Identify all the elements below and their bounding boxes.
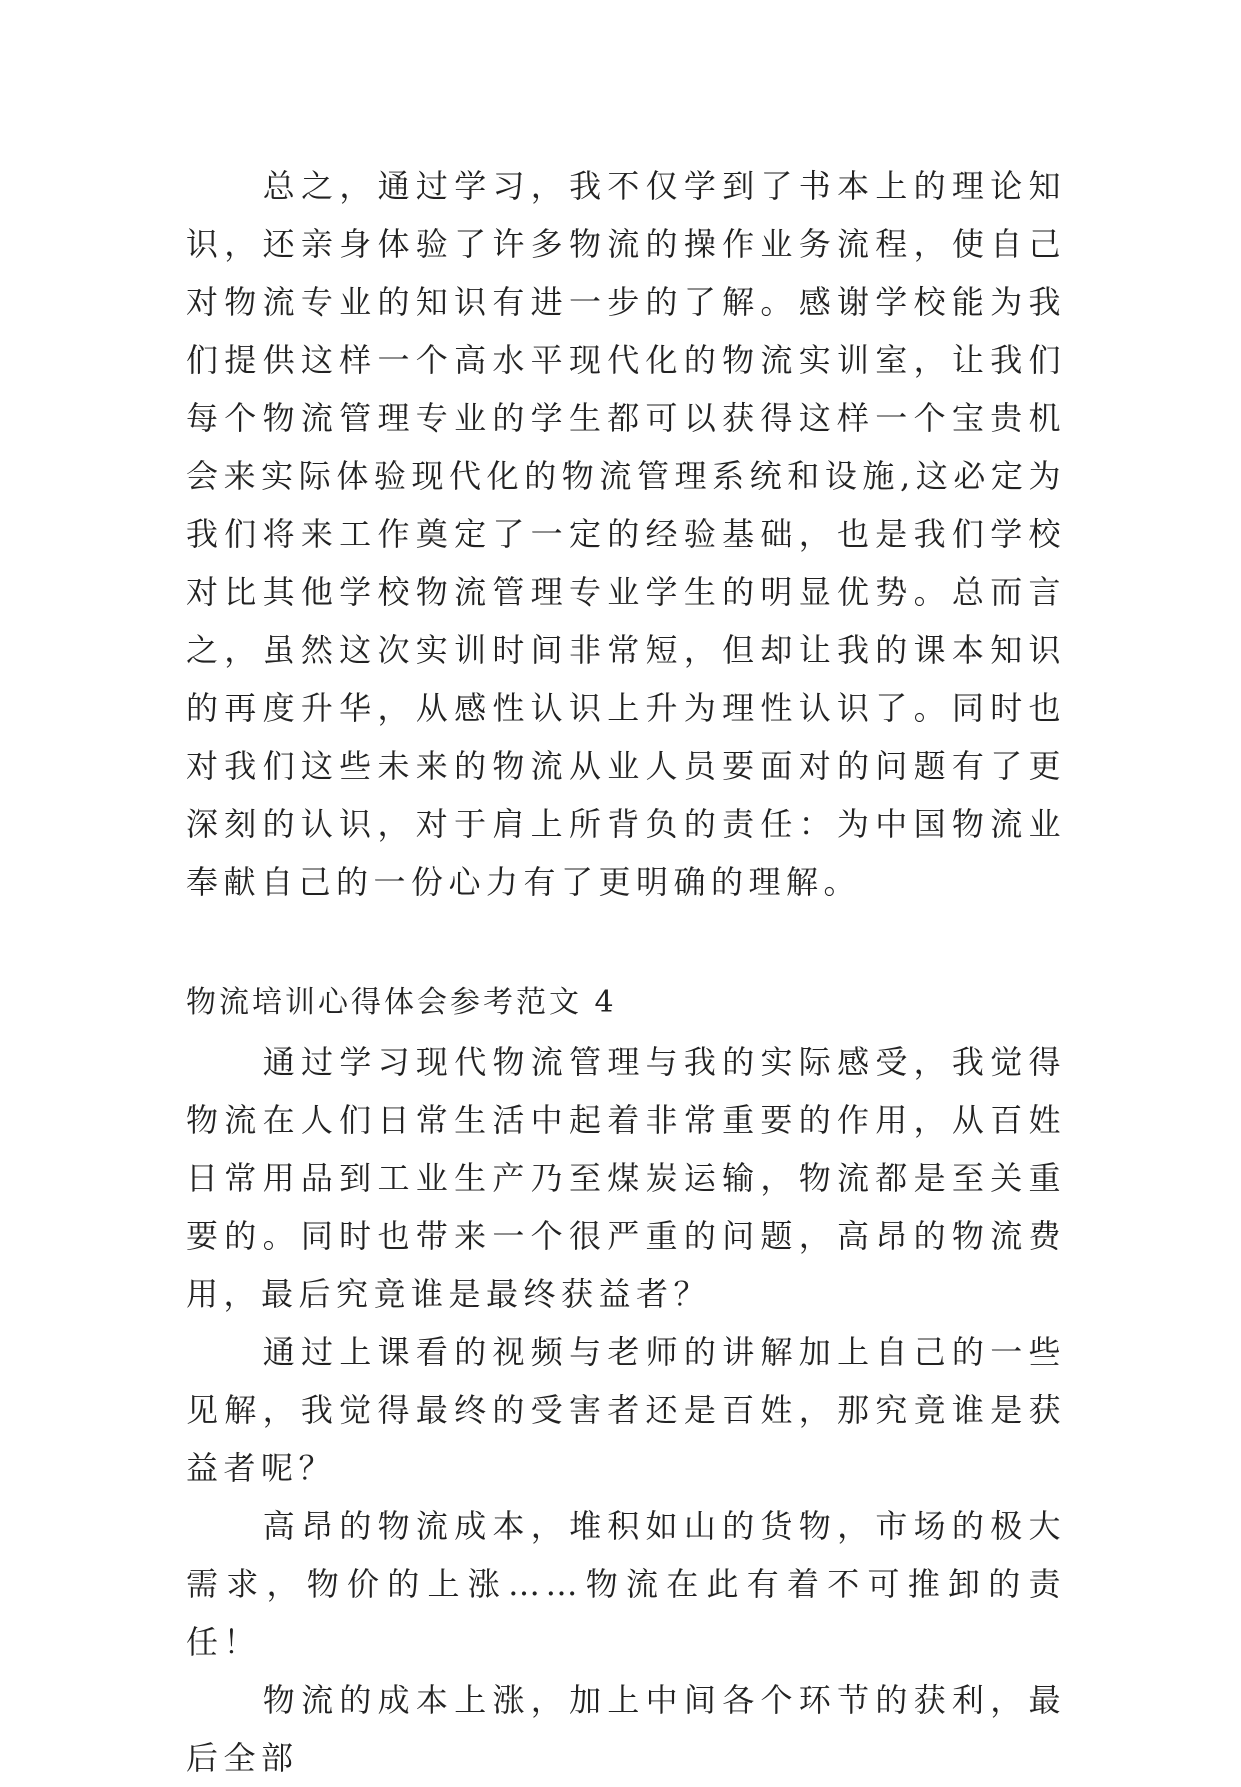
paragraph-4: 物流的成本上涨，加上中间各个环节的获利，最后全部 [186, 1681, 1066, 1777]
paragraph-3: 高昂的物流成本，堆积如山的货物，市场的极大需求，物价的上涨……物流在此有着不可推卸的责任！ [186, 1507, 1066, 1661]
paragraph-summary: 总之，通过学习，我不仅学到了书本上的理论知识，还亲身体验了许多物流的操作业务流程，使自己对物流专业的知识有进一步的了解。感谢学校能为我们提供这样一个高水平现代化的物流实训室，让我们每个物流管理专业的学生都可以获得这样一个宝贵机会来实际体验现代化的物流管理系统和设施,这必定为我们将来工作奠定了一定的经验基础，也是我们学校对比其他学校物流管理专业学生的明显优势。总而言之，虽然这次实训时间非常短，但却让我的课本知识的再度升华，从感性认识上升为理性认识了。同时也对我们这些未来的物流从业人员要面对的问题有了更深刻的认识，对于肩上所背负的责任：为中国物流业奉献自己的一份心力有了更明确的理解。 [186, 167, 1066, 901]
section-title: 物流培训心得体会参考范文 4 [186, 985, 617, 1020]
paragraph-2: 通过上课看的视频与老师的讲解加上自己的一些见解，我觉得最终的受害者还是百姓，那究竟谁是获益者呢？ [186, 1333, 1066, 1487]
paragraph-1: 通过学习现代物流管理与我的实际感受，我觉得物流在人们日常生活中起着非常重要的作用，从百姓日常用品到工业生产乃至煤炭运输，物流都是至关重要的。同时也带来一个很严重的问题，高昂的物流费用，最后究竟谁是最终获益者？ [186, 1043, 1066, 1313]
document-body [186, 157, 1066, 1787]
